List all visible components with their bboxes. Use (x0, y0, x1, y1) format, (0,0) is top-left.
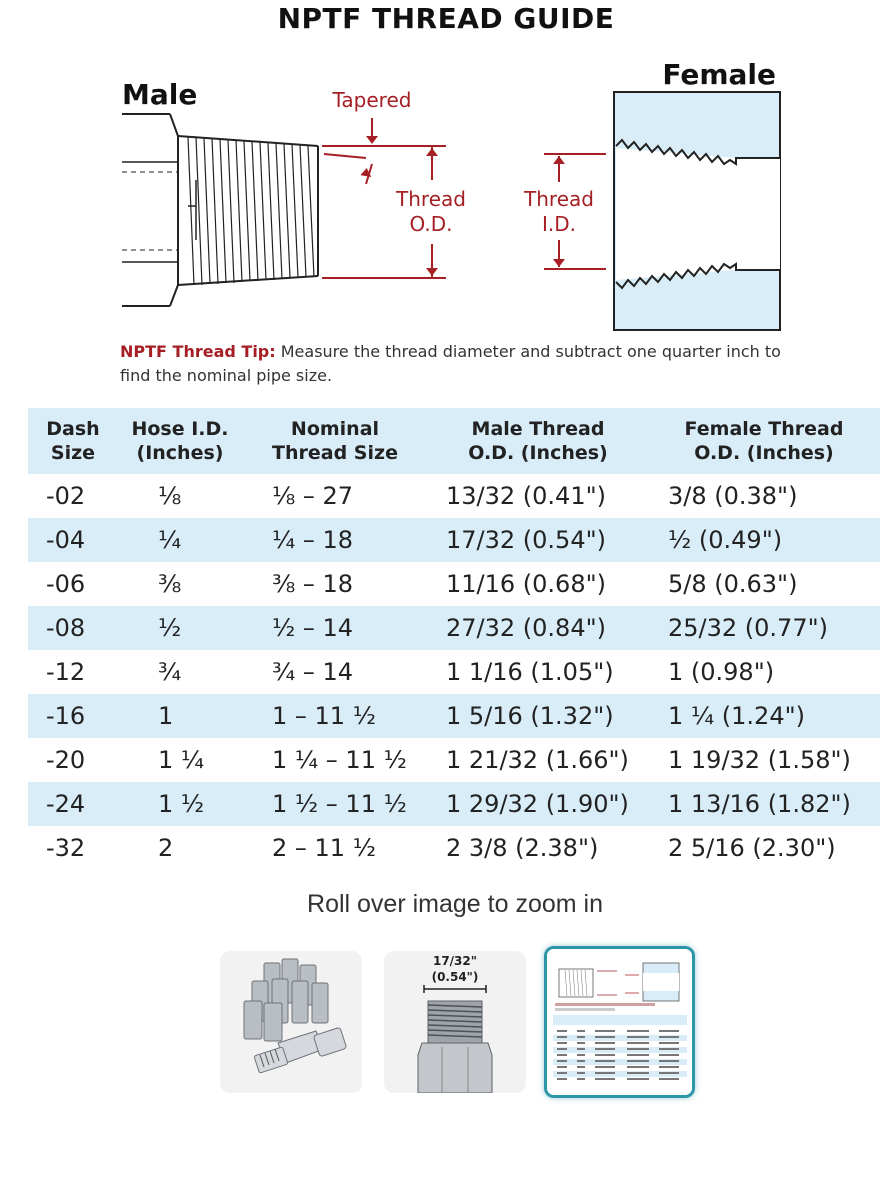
cell-dash-size: -02 (46, 482, 86, 510)
fittings-group-illustration (220, 951, 362, 1093)
thread-tip-text: Measure the thread diameter and subtract one quarter inch to find the nominal pipe size. (120, 342, 781, 385)
cell-female-thread: 5/8 (0.63") (668, 570, 798, 598)
cell-male-thread: 11/16 (0.68") (446, 570, 606, 598)
cell-female-thread: 1 (0.98") (668, 658, 775, 686)
header-female-thread: Female Thread O.D. (Inches) (648, 408, 880, 474)
page-title: NPTF THREAD GUIDE (277, 2, 615, 35)
cell-hose-id: 1 (118, 694, 242, 738)
table-header-row (28, 408, 880, 474)
cell-male-thread: 13/32 (0.41") (446, 482, 606, 510)
cell-dash-size: -24 (28, 782, 118, 826)
tapered-label: Tapered (332, 88, 412, 112)
cell-hose-id: 2 (158, 834, 174, 862)
cell-female-thread: 1 19/32 (1.58") (668, 746, 851, 774)
cell-nominal-thread: 2 – 11 ½ (272, 834, 376, 862)
cell-male-thread: 1 5/16 (1.32") (428, 694, 648, 738)
cell-nominal-thread: ⅛ – 27 (272, 482, 354, 510)
male-thread-lines (188, 137, 314, 285)
thumbnail-size-label: 17/32" (0.54") (431, 954, 479, 984)
cell-hose-id: 1 ¼ (158, 746, 205, 774)
table-row (28, 650, 880, 694)
cell-male-thread: 1 21/32 (1.66") (446, 746, 629, 774)
female-label: Female (662, 58, 776, 91)
thread-id-label-line2: I.D. (541, 212, 577, 236)
cell-dash-size: -20 (46, 746, 86, 774)
thread-tip (120, 340, 800, 388)
thread-tip-label: NPTF Thread Tip: (120, 342, 276, 361)
table-row (28, 518, 880, 562)
thread-id-label-line1: Thread (524, 187, 594, 211)
cell-female-thread: 2 5/16 (2.30") (668, 834, 836, 862)
female-bore (616, 148, 780, 280)
cell-nominal-thread: 1 ½ – 11 ½ (242, 782, 428, 826)
cell-nominal-thread: 1 ¼ – 11 ½ (272, 746, 407, 774)
cell-female-thread: 25/32 (0.77") (648, 606, 880, 650)
cell-dash-size: -06 (46, 570, 86, 598)
cell-female-thread: 1 ¼ (1.24") (648, 694, 880, 738)
thumbnail-fitting-size[interactable] (384, 951, 526, 1093)
zoom-hint: Roll over image to zoom in (307, 890, 603, 918)
cell-female-thread: 3/8 (0.38") (668, 482, 798, 510)
header-hose-id: Hose I.D. (Inches) (118, 408, 242, 474)
cell-male-thread: 2 3/8 (2.38") (446, 834, 599, 862)
cell-female-thread: 1 13/16 (1.82") (648, 782, 880, 826)
cell-nominal-thread: ⅜ – 18 (272, 570, 354, 598)
thread-od-label-line1: Thread (396, 187, 466, 211)
cell-nominal-thread: ½ – 14 (242, 606, 428, 650)
cell-male-thread: 1 1/16 (1.05") (446, 658, 614, 686)
table-row (28, 606, 880, 650)
cell-hose-id: ⅜ (158, 570, 182, 598)
thread-od-label-line2: O.D. (409, 212, 453, 236)
cell-dash-size: -04 (28, 518, 118, 562)
table-row (28, 826, 880, 870)
cell-male-thread: 1 29/32 (1.90") (428, 782, 648, 826)
header-nominal-thread: Nominal Thread Size (242, 408, 428, 474)
thread-diagram (0, 0, 892, 340)
cell-nominal-thread: 1 – 11 ½ (242, 694, 428, 738)
cell-male-thread: 27/32 (0.84") (428, 606, 648, 650)
cell-dash-size: -08 (28, 606, 118, 650)
cell-nominal-thread: ¾ – 14 (272, 658, 354, 686)
cell-male-thread: 17/32 (0.54") (428, 518, 648, 562)
table-row (28, 474, 880, 518)
cell-hose-id: ⅛ (158, 482, 182, 510)
thumbnail-thread-guide-selected[interactable] (544, 946, 695, 1098)
cell-dash-size: -12 (46, 658, 86, 686)
header-male-thread: Male Thread O.D. (Inches) (428, 408, 648, 474)
male-label: Male (122, 78, 198, 111)
cell-hose-id: 1 ½ (118, 782, 242, 826)
table-row (28, 694, 880, 738)
cell-female-thread: ½ (0.49") (648, 518, 880, 562)
thumbnail-fittings-group[interactable] (220, 951, 362, 1093)
cell-hose-id: ¾ (158, 658, 182, 686)
cell-hose-id: ¼ (118, 518, 242, 562)
table-row (28, 738, 880, 782)
cell-dash-size: -32 (46, 834, 86, 862)
cell-dash-size: -16 (28, 694, 118, 738)
table-row (28, 782, 880, 826)
table-row (28, 562, 880, 606)
cell-nominal-thread: ¼ – 18 (242, 518, 428, 562)
thread-guide-mini-illustration (547, 949, 692, 1095)
cell-hose-id: ½ (118, 606, 242, 650)
thread-size-table (28, 408, 880, 870)
header-dash-size: Dash Size (28, 408, 118, 474)
